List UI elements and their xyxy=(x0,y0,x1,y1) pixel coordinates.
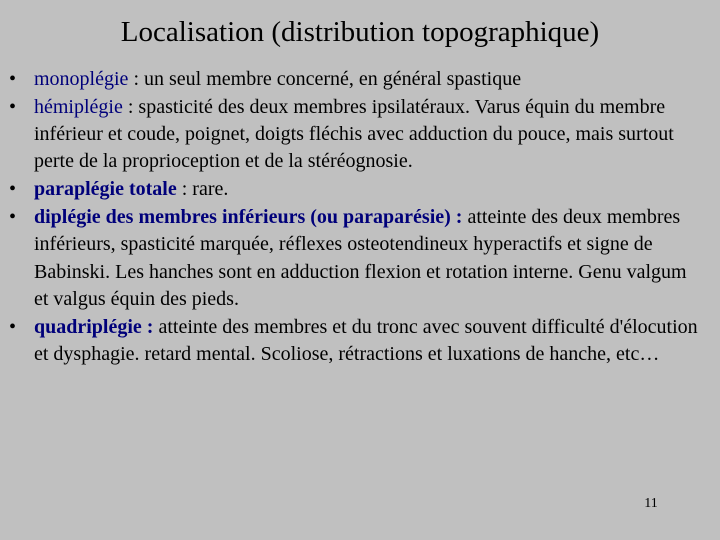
bullet-term: diplégie des membres inférieurs (ou paraparésie) : xyxy=(34,205,463,228)
bullet-icon: • xyxy=(9,68,17,90)
bullet-icon: • xyxy=(9,205,17,228)
bullet-term: quadriplégie : xyxy=(34,315,154,338)
bullet-item-monoplegie xyxy=(0,66,700,93)
bullet-text: : un seul membre concerné, en général spastique xyxy=(128,68,522,90)
bullet-term: paraplégie totale xyxy=(34,178,177,201)
bullet-icon: • xyxy=(9,315,17,338)
bullet-list xyxy=(0,66,700,369)
bullet-text: : rare. xyxy=(176,178,229,201)
slide-number: 11 xyxy=(644,496,658,511)
bullet-text: atteinte des deux membres inférieurs, spasticité marquée, réflexes osteotendineux hyperactifs et signe de Babinski. Les hanches sont en adduction flexion et rotation interne. Genu valgum et valgus équin des pieds. xyxy=(34,205,687,310)
bullet-text: atteinte des membres et du tronc avec souvent difficulté d'élocution et dysphagie. retard mental. Scoliose, rétractions et luxations de hanche, etc… xyxy=(34,315,698,365)
bullet-item-quadriplegie xyxy=(0,314,700,369)
slide-title: Localisation (distribution topographique) xyxy=(120,16,600,48)
bullet-term: monoplégie xyxy=(34,68,129,90)
bullet-icon: • xyxy=(9,178,17,201)
bullet-item-paraplegie xyxy=(0,176,700,203)
bullet-text: : spasticité des deux membres ipsilatéraux. Varus équin du membre inférieur et coude, poignet, doigts fléchis avec adduction du pouce, mais surtout perte de la proprioception et de la stéréognosie. xyxy=(34,95,674,173)
bullet-term: hémiplégie xyxy=(34,95,123,118)
bullet-item-hemiplegie xyxy=(0,94,700,176)
bullet-item-diplegie xyxy=(0,204,700,313)
bullet-icon: • xyxy=(9,95,17,118)
